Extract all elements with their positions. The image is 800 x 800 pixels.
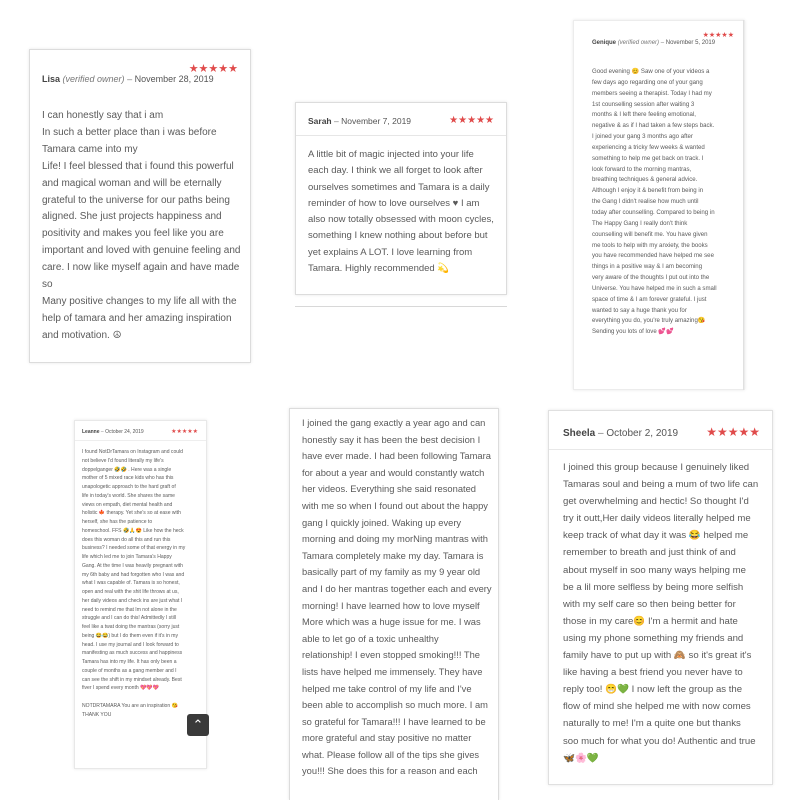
reviewer-name: Sheela — [563, 428, 596, 439]
review-header — [592, 31, 734, 46]
header-divider — [75, 440, 206, 441]
review-text: A little bit of magic injected into your life each day. I think we all forget to look after ourselves sometimes and Tamara is a daily reminder of how to love ourselves ♥ I am also now totally obsessed with moon cycles, something I knew nothing about before but yet explains A LOT. I love learning from Tamara. Highly recommended 💫 — [308, 149, 494, 275]
rating-stars: ★★★★★ — [188, 63, 238, 75]
review-header — [308, 115, 494, 126]
card-bottom-divider — [295, 306, 507, 307]
date-separator: – — [127, 74, 133, 84]
review-card-anonymous — [289, 408, 499, 800]
review-date: November 7, 2019 — [341, 116, 412, 126]
rating-stars: ★★★★★ — [449, 115, 494, 126]
date-separator: – — [660, 40, 665, 46]
review-text: Good evening 😊 Saw one of your videos a few days ago regarding one of your gang members seeing a therapist. Today I had my 1st counselling session after waiting 3 months & I left there feeling emotional, negative & as if I had taken a few steps back. I joined your gang 3 months ago after experiencing a tricky few weeks & wanted something to help me get back on track. I look forward to the morning mantras, breathing techniques & general advice. Although I enjoy it & benefit from being in the Gang I didn't realise how much until today after counselling. Compared to being in The Happy Gang I really don't think counselling will benefit me. You have given me tools to help with my anxiety, the books you have recommended have helped me see things in a positive way & I am becoming very aware of the thoughts I put out into the Universe. You have helped me in such a small space of time & I am forever grateful. I just wanted to say a huge thank you for everything you do, you're truly amazing😘 Sending you lots of love 💕💕 — [592, 68, 717, 336]
review-header — [42, 62, 238, 84]
reviewer-meta — [308, 116, 411, 126]
review-date: October 2, 2019 — [606, 428, 679, 439]
chevron-up-icon: ⌃ — [192, 717, 204, 732]
review-card-sarah — [295, 102, 507, 295]
date-separator: – — [598, 428, 604, 439]
review-header — [563, 425, 760, 439]
scroll-to-top-button[interactable] — [187, 714, 209, 736]
date-separator: – — [100, 429, 104, 435]
verified-owner-label: (verified owner) — [617, 40, 660, 46]
review-text: I found NotDrTamara on Instagram and could not believe I'd found literally my life's doppelganger 🤣🤣 . Here was a single mother of 5 mixed race kids who has this unapologetic approach to the hard graft of life in today's world. She shares the same views on empath, diet mental health and holistic 🍁 therapy. Yet she's so at ease with herself, she has the patience to homeschool. FFS 🤣🙏😍 Like how the heck does this woman do all this and run this business? I needed some of that energy in my life which led me to join Tamara's Happy Gang. At the time I was heavily pregnant with my 6th baby and had forgotten who I was and what I was capable of. Tamara is so honest, open and real with the shit life throws at us, her daily videos and check ins are just what I need to remind me that Im not alone in the struggle and I can do this! Admittedly I still feel like a twat doing the mantras (sorry just being 😂😂) but I do them even if it's in my head. I use my journal and I look forward to manifesting as much success and happiness Tamara has into my life. It has only been a couple of months as a gang member and I can see the shift in my mindset already. Best fiver I spend every month 💖💖💖 NOTDRTAMARA You are an inspiration 😘 THANK YOU — [82, 449, 186, 718]
review-text: I joined this group because I genuinely liked Tamaras soul and being a mum of two life can get overwhelming and hectic! So thought I'd try it outt,Her daily videos literally helped me keep track of what day it was 😂 helped me remember to breath and just think of and about myself in soo many ways helping me be a lil more selfless by being more selfish with my self care so then being better for those in my care😊 I'm a hermit and hate using my phone something my friends and family have to put up with 🙈 so it's great it's like having a best friend you never have to reply too! 😁💚 I now left the group as the flow of mind she helped me with now comes naturally to me! I'm a quite one but thanks soo much for what you do! Authentic and true 🦋🌸💚 — [563, 462, 759, 764]
header-divider — [549, 449, 772, 450]
review-card-lisa — [29, 49, 251, 363]
reviewer-name: Sarah — [308, 116, 332, 126]
review-text: I can honestly say that i am In such a better place than i was before Tamara came into my Life! I feel blessed that i found this powerful and magical woman and will be eternally grateful to the universe for our paths being aligned. She just projects happiness and positivity and makes you feel like you are important and loved with genuine feeling and care. I now like myself again and have made so Many positive changes to my life all with the help of tamara and her amazing inspiration and motivation. ☮ — [42, 110, 241, 341]
date-separator: – — [334, 116, 339, 126]
review-date: October 24, 2019 — [105, 429, 144, 435]
review-date: November 28, 2019 — [134, 74, 214, 84]
review-header — [82, 428, 198, 435]
review-card-genique — [573, 20, 745, 390]
verified-owner-label: (verified owner) — [62, 74, 125, 84]
review-card-sheela — [548, 410, 773, 785]
reviewer-meta — [563, 428, 678, 439]
review-date: November 5, 2019 — [665, 40, 716, 46]
vertical-divider — [743, 20, 744, 390]
review-text: I joined the gang exactly a year ago and can honestly say it has been the best decision I have ever made. I had been following Tamara for about a year and would constantly watch her videos. Everything she said resonated with me so when I found out about the happy gang I quickly joined. Waking up every morning and doing my morNing mantras with Tamara completely make my day. Tamara is basically part of my family as my 9 year old and I do her mantras together each and every morning! I have learned how to love myself More which was a huge issue for me. I was able to let go of a toxic unhealthy relationship! I even stopped smoking!!! The lists have helped me immensely. They have helped me take control of my life and I've been able to accomplish so much more. I am so grateful for Tamara!!! I have learned to be more grateful and stay positive no matter what. Please follow all of the tips she gives you!!! She does this for a reason and each — [302, 418, 492, 777]
reviewer-name: Lisa — [42, 74, 61, 84]
reviewer-meta — [82, 429, 144, 435]
reviewer-meta — [592, 31, 715, 46]
rating-stars: ★★★★★ — [702, 32, 734, 39]
header-divider — [296, 135, 506, 136]
rating-stars: ★★★★★ — [171, 429, 198, 435]
rating-stars: ★★★★★ — [706, 425, 760, 439]
reviewer-name: Genique — [592, 40, 617, 46]
reviewer-name: Leanne — [82, 429, 100, 435]
